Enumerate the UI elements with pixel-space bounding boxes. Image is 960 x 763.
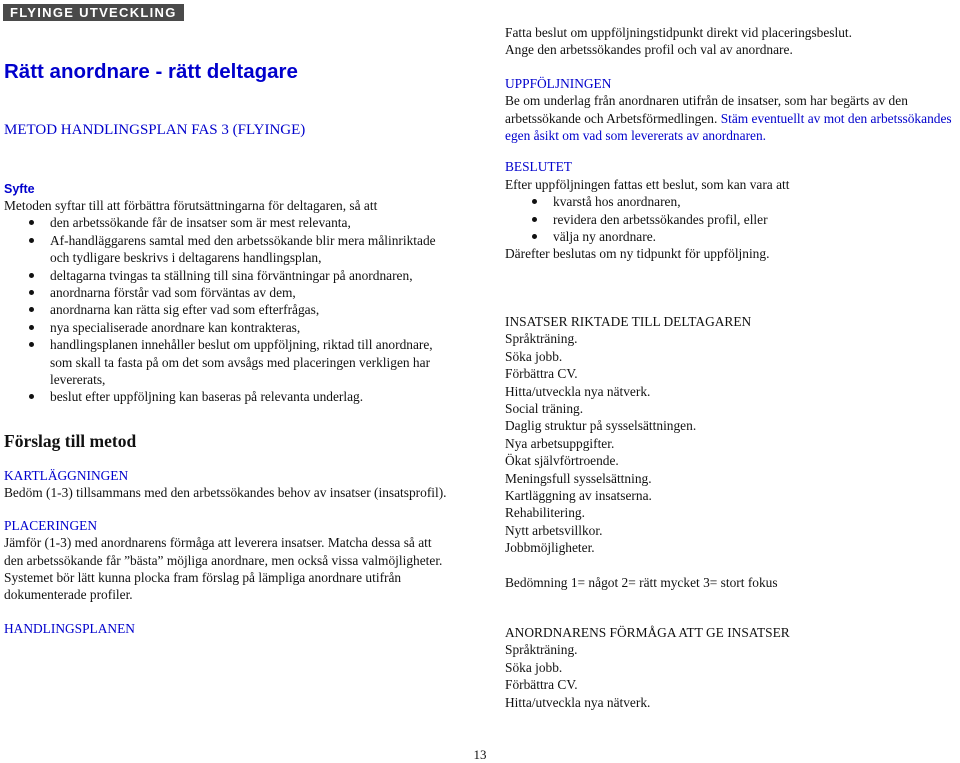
list-item: deltagarna tvingas ta ställning till sina förväntningar på anordnaren, — [4, 267, 452, 284]
beslut-intro: Efter uppföljningen fattas ett beslut, som kan vara att — [505, 176, 790, 192]
placering-text-2: Systemet bör lätt kunna plocka fram förslag på lämpliga anordnare utifrån dokumenterade profiler. — [4, 569, 402, 603]
brand-badge: FLYINGE UTVECKLING — [3, 4, 184, 21]
list-item: anordnarna kan rätta sig efter vad som efterfrågas, — [4, 301, 452, 318]
syfte-intro: Metoden syftar till att förbättra förutsättningarna för deltagaren, så att — [4, 198, 378, 213]
list-item: Rehabilitering. — [505, 505, 585, 521]
list-item: Söka jobb. — [505, 659, 563, 675]
uppfoljning-heading: UPPFÖLJNINGEN — [505, 75, 612, 91]
list-item: Meningsfull sysselsättning. — [505, 470, 652, 486]
list-item: Språkträning. — [505, 642, 578, 658]
right-column — [505, 24, 960, 711]
list-item: Jobbmöjligheter. — [505, 540, 595, 556]
uppfoljning-text — [505, 92, 960, 144]
syfte-heading: Syfte — [4, 182, 35, 196]
beslut-outro: Därefter beslutas om ny tidpunkt för uppföljning. — [505, 246, 770, 262]
list-item: beslut efter uppföljning kan baseras på relevanta underlag. — [4, 388, 452, 405]
handlingsplan-heading: HANDLINGSPLANEN — [4, 620, 135, 636]
bedomning-scale: Bedömning 1= något 2= rätt mycket 3= stort fokus — [505, 574, 778, 590]
list-item: Söka jobb. — [505, 348, 563, 364]
list-item: Af-handläggarens samtal med den arbetssökande blir mera målinriktade och tydligare beskrivs i deltagarens handlingsplan, — [4, 232, 452, 267]
list-item: Hitta/utveckla nya nätverk. — [505, 383, 651, 399]
kartlaggning-text: Bedöm (1-3) tillsammans med den arbetssökandes behov av insatser (insatsprofil). — [4, 485, 447, 501]
list-item: den arbetssökande får de insatser som är mest relevanta, — [4, 214, 452, 231]
right-intro-1: Fatta beslut om uppföljningstidpunkt direkt vid placeringsbeslut. — [505, 25, 852, 40]
placering-heading: PLACERINGEN — [4, 517, 97, 533]
uppfoljning-text-blue: Stäm eventuellt av mot den arbetssökandes egen åsikt om vad som levererats av anordnaren. — [505, 110, 952, 144]
insatser-heading: INSATSER RIKTADE TILL DELTAGAREN — [505, 313, 752, 329]
list-item: Språkträning. — [505, 331, 578, 347]
list-item: Nytt arbetsvillkor. — [505, 522, 603, 538]
list-item: Kartläggning av insatserna. — [505, 487, 652, 503]
list-item: välja ny anordnare. — [505, 228, 960, 245]
list-item: Förbättra CV. — [505, 677, 578, 693]
page-number: 13 — [473, 747, 487, 762]
list-item: kvarstå hos anordnaren, — [505, 193, 960, 210]
list-item: Förbättra CV. — [505, 366, 578, 382]
left-column — [4, 181, 452, 637]
beslut-bullet-list — [505, 193, 960, 245]
page-title: Rätt anordnare - rätt deltagare — [4, 60, 298, 83]
right-intro-2: Ange den arbetssökandes profil och val av anordnare. — [505, 42, 793, 58]
formaga-list — [505, 641, 960, 711]
forslag-heading: Förslag till metod — [4, 430, 137, 451]
list-item: Hitta/utveckla nya nätverk. — [505, 694, 651, 710]
list-item: Ökat självförtroende. — [505, 453, 619, 469]
list-item: revidera den arbetssökandes profil, eller — [505, 211, 960, 228]
placering-text-1: Jämför (1-3) med anordnarens förmåga att leverera insatser. Matcha dessa så att den arbetssökande får ”bästa” möjliga anordnare, men också vissa valmöjligheter. — [4, 535, 443, 568]
syfte-bullet-list — [4, 214, 452, 405]
list-item: Daglig struktur på sysselsättningen. — [505, 418, 697, 434]
list-item: handlingsplanen innehåller beslut om uppföljning, riktad till anordnare, som skall ta fasta på om det som avsågs med placeringen verkligen har levererats, — [4, 336, 452, 388]
list-item: anordnarna förstår vad som förväntas av dem, — [4, 284, 452, 301]
list-item: Nya arbetsuppgifter. — [505, 435, 615, 451]
page-subtitle: METOD HANDLINGSPLAN FAS 3 (FLYINGE) — [4, 122, 306, 138]
kartlaggning-heading: KARTLÄGGNINGEN — [4, 467, 129, 483]
list-item: nya specialiserade anordnare kan kontrakteras, — [4, 319, 452, 336]
formaga-heading: ANORDNARENS FÖRMÅGA ATT GE INSATSER — [505, 624, 790, 640]
uppfoljning-text-black: Be om underlag från anordnaren utifrån de insatser, som har begärts av den arbetssökande och Arbetsförmedlingen. — [505, 93, 908, 126]
beslut-heading: BESLUTET — [505, 159, 572, 175]
list-item: Social träning. — [505, 400, 584, 416]
placering-text — [4, 534, 452, 569]
insatser-list — [505, 330, 960, 556]
